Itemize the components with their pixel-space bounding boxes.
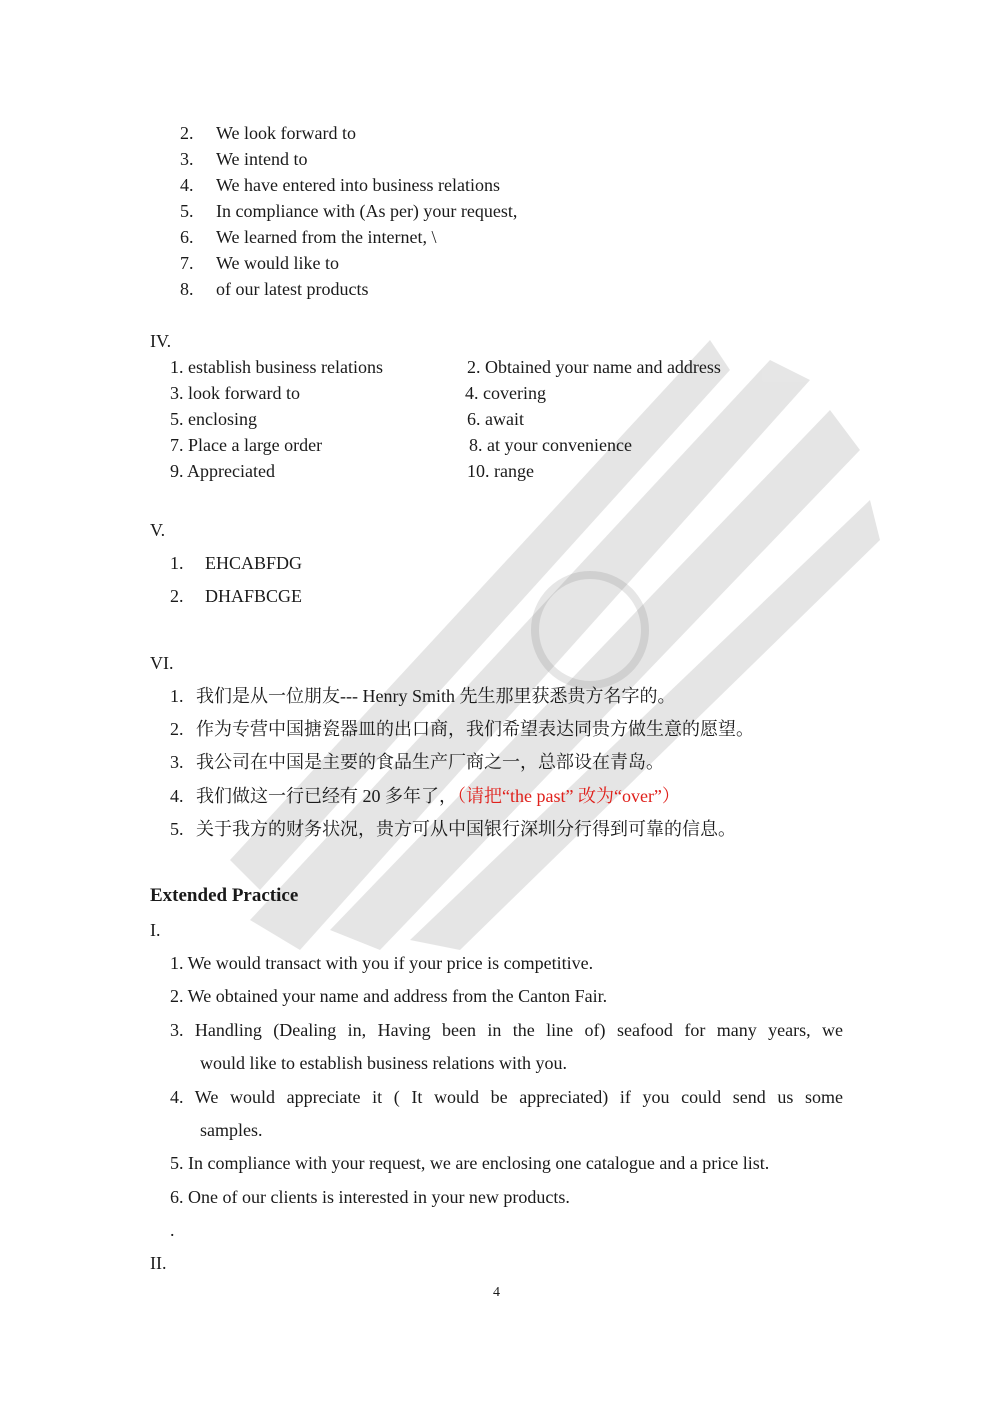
item-text: We learned from the internet, \ [216, 227, 437, 247]
section-heading-v: V. [150, 520, 166, 540]
list-item [170, 718, 754, 740]
list-item [170, 552, 302, 574]
item-text: 我们做这一行已经有 20 多年了， [196, 786, 457, 806]
item-number: 6. [180, 227, 194, 247]
list-item: 3. Handling (Dealing in, Having been in the line of) seafood for many years, we [170, 1020, 843, 1040]
list-item [180, 252, 339, 274]
list-item: 2. Obtained your name and address [467, 357, 721, 377]
list-item: 6. await [467, 409, 524, 429]
section-heading-vi: VI. [150, 653, 174, 673]
item-text: We would like to [216, 253, 340, 273]
item-text: In compliance with (As per) your request, [216, 201, 518, 221]
item-text: 关于我方的财务状况，贵方可从中国银行深圳分行得到可靠的信息。 [196, 819, 736, 839]
item-text: 我们是从一位朋友--- Henry Smith 先生那里获悉贵方名字的。 [196, 686, 676, 706]
item-text: 我公司在中国是主要的食品生产厂商之一，总部设在青岛。 [196, 752, 664, 772]
item-number: 2. [180, 123, 194, 143]
item-number: 5. [180, 201, 194, 221]
item-number: 3. [180, 149, 194, 169]
list-item: 2. We obtained your name and address from the Canton Fair. [170, 986, 608, 1006]
list-item: 5. In compliance with your request, we are enclosing one catalogue and a price list. [170, 1153, 770, 1173]
list-item: 6. One of our clients is interested in your new products. [170, 1187, 570, 1207]
list-item [170, 751, 664, 773]
list-item [170, 685, 675, 707]
list-item: 5. enclosing [170, 409, 257, 429]
list-item: 3. look forward to [170, 383, 300, 403]
correction-note: （请把“the past” 改为“over”） [457, 786, 680, 806]
list-item [180, 200, 517, 222]
list-item: 4. We would appreciate it ( It would be appreciated) if you could send us some [170, 1087, 843, 1107]
item-number: 1. [170, 686, 184, 706]
watermark-image [210, 300, 890, 960]
item-number: 5. [170, 819, 184, 839]
list-item: 10. range [467, 461, 534, 481]
item-number: 3. [170, 752, 184, 772]
item-text: DHAFBCGE [205, 586, 303, 606]
list-item: 1. We would transact with you if your price is competitive. [170, 953, 594, 973]
item-number: 8. [180, 279, 194, 299]
item-text: We intend to [216, 149, 308, 169]
section-heading-ii: II. [150, 1253, 167, 1273]
item-number: 4. [180, 175, 194, 195]
item-number: 1. [170, 553, 184, 573]
list-item: . [170, 1220, 175, 1240]
list-item [170, 818, 736, 840]
item-number: 4. [170, 786, 184, 806]
item-text: We look forward to [216, 123, 357, 143]
list-item [170, 585, 302, 607]
item-text: We have entered into business relations [216, 175, 500, 195]
list-item: 9. Appreciated [170, 461, 275, 481]
list-item: 7. Place a large order [170, 435, 323, 455]
extended-practice-title: Extended Practice [150, 885, 299, 906]
item-number: 2. [170, 719, 184, 739]
section-heading-i: I. [150, 920, 161, 940]
list-item: 4. covering [465, 383, 546, 403]
list-item: 8. at your convenience [469, 435, 632, 455]
section-heading-iv: IV. [150, 331, 172, 351]
list-item [180, 122, 356, 144]
page-number: 4 [493, 1285, 500, 1300]
item-text: 作为专营中国搪瓷器皿的出口商，我们希望表达同贵方做生意的愿望。 [196, 719, 754, 739]
item-number: 2. [170, 586, 184, 606]
list-item [170, 785, 680, 807]
item-text: of our latest products [216, 279, 369, 299]
list-item: 1. establish business relations [170, 357, 383, 377]
item-number: 7. [180, 253, 194, 273]
list-item [180, 174, 500, 196]
list-item [180, 278, 368, 300]
list-item [180, 226, 436, 248]
item-text: EHCABFDG [205, 553, 303, 573]
list-item [180, 148, 308, 170]
list-item-continuation: would like to establish business relations with you. [200, 1053, 567, 1073]
list-item-continuation: samples. [200, 1120, 263, 1140]
